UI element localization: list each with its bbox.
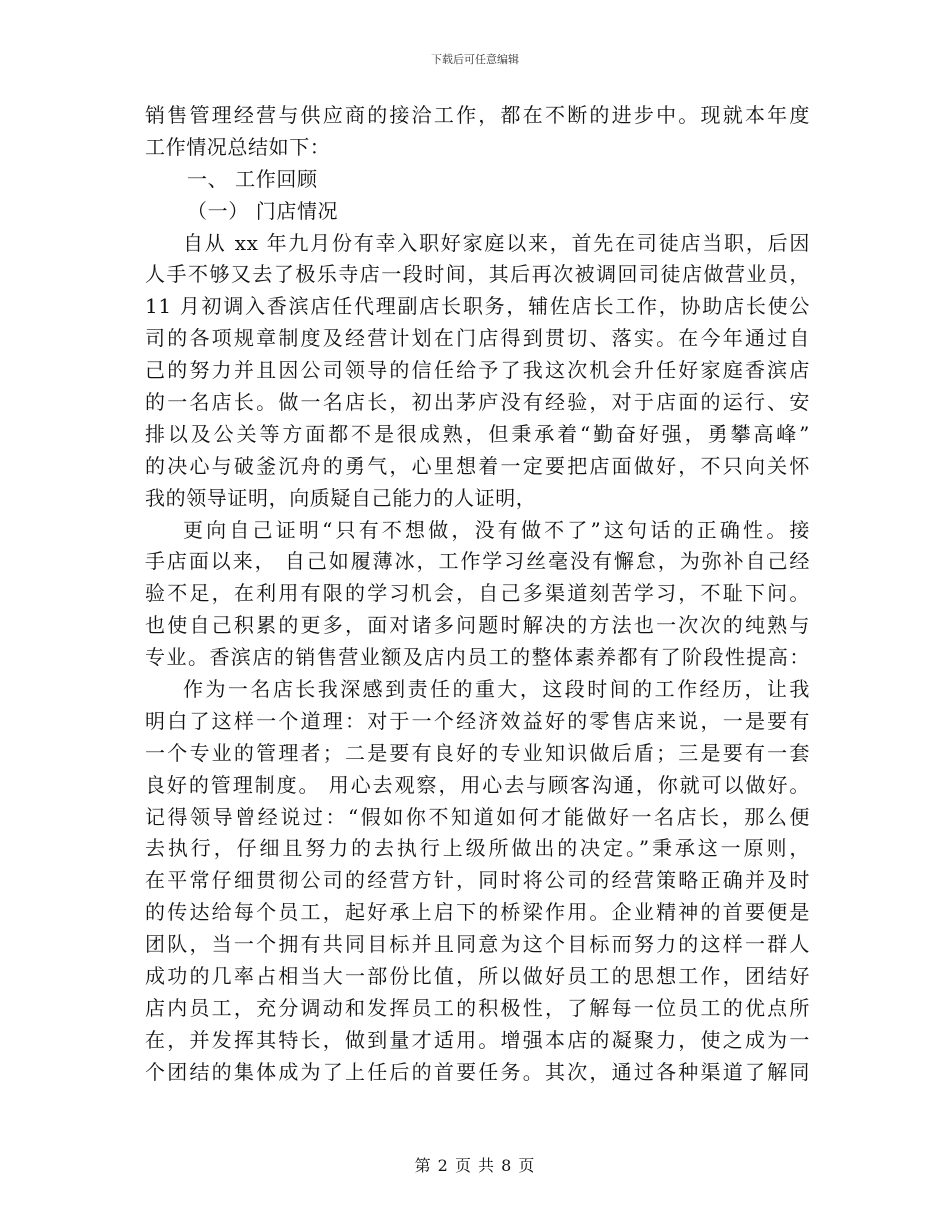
paragraph-line: 司的各项规章制度及经营计划在门店得到贯切、落实。在今年通过自 — [145, 326, 810, 351]
paragraph-line: 作为一名店长我深感到责任的重大，这段时间的工作经历，让我 — [183, 677, 810, 702]
paragraph-line: 验不足，在利用有限的学习机会，自己多渠道刻苦学习，不耻下问。 — [145, 581, 810, 606]
paragraph-line: 去执行，仔细且努力的去执行上级所做出的决定。”秉承这一原则， — [145, 836, 810, 861]
paragraph-line: 11 月初调入香滨店任代理副店长职务，辅佐店长工作，协助店长使公 — [145, 294, 810, 319]
paragraph-line: 自从 xx 年九月份有幸入职好家庭以来，首先在司徒店当职，后因 — [183, 230, 810, 255]
paragraph-line: 更向自己证明“只有不想做，没有做不了”这句话的正确性。接 — [183, 517, 810, 542]
section-heading: 一、 工作回顾 — [187, 166, 318, 191]
paragraph-line: 销售管理经营与供应商的接洽工作，都在不断的进步中。现就本年度 — [145, 103, 810, 127]
paragraph-line: 人手不够又去了极乐寺店一段时间，其后再次被调回司徒店做营业员， — [145, 262, 810, 287]
paragraph-line: 排以及公关等方面都不是很成熟，但秉承着“勤奋好强，勇攀高峰” — [145, 421, 810, 446]
paragraph-line: 己的努力并且因公司领导的信任给予了我这次机会升任好家庭香滨店 — [145, 358, 810, 383]
paragraph-line: 的决心与破釜沉舟的勇气，心里想着一定要把店面做好，不只向关怀 — [145, 453, 810, 478]
paragraph-line: 专业。香滨店的销售营业额及店内员工的整体素养都有了阶段性提高： — [145, 645, 810, 670]
paragraph-line: 记得领导曾经说过：“假如你不知道如何才能做好一名店长，那么便 — [145, 804, 810, 829]
paragraph-line: 明白了这样一个道理：对于一个经济效益好的零售店来说，一是要有 — [145, 708, 810, 733]
paragraph-line: 工作情况总结如下： — [145, 134, 331, 159]
paragraph-line: 成功的几率占相当大一部份比值，所以做好员工的思想工作，团结好 — [145, 964, 810, 989]
paragraph-line: 在，并发挥其特长，做到量才适用。增强本店的凝聚力，使之成为一 — [145, 1027, 810, 1052]
subsection-heading: （一） 门店情况 — [187, 198, 339, 223]
paragraph-line: 也使自己积累的更多，面对诸多问题时解决的方法也一次次的纯熟与 — [145, 613, 810, 638]
page-number: 第 2 页 共 8 页 — [414, 1156, 536, 1175]
page-header: 下载后可任意编辑 — [431, 53, 519, 66]
paragraph-line: 在平常仔细贯彻公司的经营方针，同时将公司的经营策略正确并及时 — [145, 868, 810, 893]
paragraph-line: 个团结的集体成为了上任后的首要任务。其次，通过各种渠道了解同 — [145, 1059, 810, 1084]
paragraph-line: 手店面以来， 自己如履薄冰，工作学习丝毫没有懈怠，为弥补自己经 — [145, 549, 810, 574]
paragraph-line: 我的领导证明，向质疑自己能力的人证明， — [145, 485, 537, 510]
paragraph-line: 店内员工，充分调动和发挥员工的积极性，了解每一位员工的优点所 — [145, 995, 810, 1020]
paragraph-line: 一个专业的管理者；二是要有良好的专业知识做后盾；三是要有一套 — [145, 740, 810, 765]
paragraph-line: 良好的管理制度。 用心去观察，用心去与顾客沟通，你就可以做好。 — [145, 772, 810, 797]
paragraph-line: 团队，当一个拥有共同目标并且同意为这个目标而努力的这样一群人 — [145, 932, 810, 957]
paragraph-line: 的传达给每个员工，起好承上启下的桥梁作用。企业精神的首要便是 — [145, 900, 810, 925]
paragraph-line: 的一名店长。做一名店长，初出茅庐没有经验，对于店面的运行、安 — [145, 390, 810, 415]
document-body — [145, 100, 810, 1089]
